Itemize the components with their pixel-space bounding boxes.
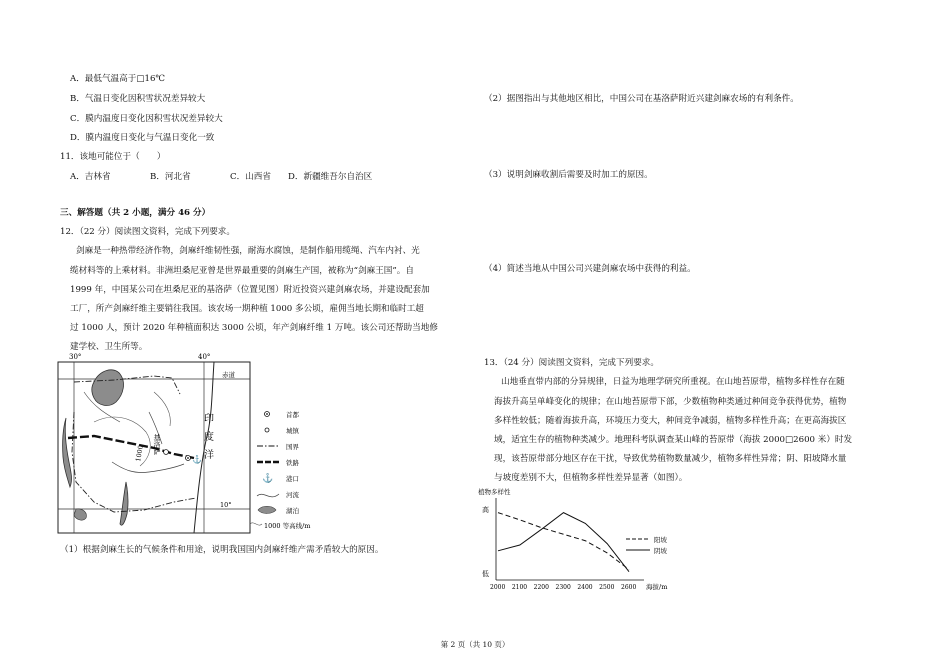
chart-x-tick-label: 2500 <box>599 584 615 591</box>
q12-sub2: （2）据图指出与其他地区相比，中国公司在基洛萨附近兴建剑麻农场的有利条件。 <box>484 94 799 104</box>
q13-text-line: 与坡度差别不大，但植物多样性差异显著（如图）。 <box>494 473 688 483</box>
legend-railway-label: 铁路 <box>286 459 299 467</box>
lat-10-label: 10° <box>220 501 232 509</box>
q13-text-line: 山地垂直带内部的分异规律，日益为地理学研究所重视。在山地苔原带，植物多样性存在随 <box>501 377 845 387</box>
legend-lake-label: 湖泊 <box>286 507 299 515</box>
legend-contour-icon <box>250 523 262 525</box>
q12-sub4: （4）简述当地从中国公司兴建剑麻农场中获得的利益。 <box>484 264 696 274</box>
port-anchor-icon: ⚓ <box>192 455 202 464</box>
q11-option-d: D．新疆维吾尔自治区 <box>288 172 373 182</box>
legend-lake-icon <box>258 506 276 513</box>
legend-border-label: 国界 <box>286 443 299 451</box>
q13-stem: 13．（24 分）阅读图文资料，完成下列要求。 <box>484 358 659 368</box>
section-3-heading: 三、解答题（共 2 小题，满分 46 分） <box>60 208 211 218</box>
chart-x-tick-label: 2100 <box>511 584 528 591</box>
series-line-sunny-slope <box>498 513 629 570</box>
legend-capital-dot <box>266 413 268 415</box>
chart-x-axis-label: 海拔/m <box>646 583 668 591</box>
chart-x-tick-label: 2000 <box>490 584 506 591</box>
q13-text-line: 域，适宜生存的植物种类减少。地理科考队调查某山峰的苔原带（海拔 2000□2600 米）时发 <box>494 435 853 445</box>
kilosa-map <box>54 352 329 537</box>
q10-option-b: B．气温日变化因积雪状况差异较大 <box>70 94 206 104</box>
q11-options <box>70 172 372 182</box>
q10-option-a: A．最低气温高于□16℃ <box>70 74 166 84</box>
equator-label: 赤道 <box>222 371 235 379</box>
q11-stem: 11．该地可能位于（ ） <box>60 152 166 162</box>
ocean-label-1: 印 <box>204 414 214 425</box>
legend-town-label: 城镇 <box>286 427 299 435</box>
q12-text-line: 剑麻是一种热带经济作物，剑麻纤维韧性强，耐海水腐蚀，是制作船用缆绳、汽车内衬、光 <box>76 246 420 256</box>
q12-text-line: 建学校、卫生所等。 <box>70 342 148 352</box>
chart-y-axis-label: 植物多样性 <box>478 488 511 496</box>
chart-x-tick-label: 2600 <box>621 584 637 591</box>
railway <box>68 436 194 458</box>
lake-small <box>74 509 86 520</box>
q12-stem: 12．（22 分）阅读图文资料，完成下列要求。 <box>60 227 235 237</box>
legend-sunny-slope-label: 阳坡 <box>654 536 667 544</box>
legend-river-icon <box>257 494 279 497</box>
plant-diversity-chart <box>474 484 694 594</box>
q12-text-line: 缆材料等的上乘材料。非洲坦桑尼亚曾是世界最重要的剑麻生产国，被称为“剑麻王国”。自 <box>70 266 414 276</box>
kilosa-town-marker <box>164 450 169 455</box>
legend-river-label: 河流 <box>286 491 299 499</box>
q12-text-line: 1999 年，中国某公司在坦桑尼亚的基洛萨（位置见图）附近投资兴建剑麻农场，并建设配套加 <box>70 285 430 295</box>
river <box>112 462 184 473</box>
chart-y-tick-high: 高 <box>482 506 489 514</box>
q12-sub1: （1）根据剑麻生长的气候条件和用途，说明我国国内剑麻纤维产需矛盾较大的原因。 <box>60 545 384 555</box>
legend-port-icon: ⚓ <box>262 474 274 484</box>
map-legend <box>250 410 310 530</box>
ocean-label-2: 度 <box>204 432 214 443</box>
legend-capital-label: 首都 <box>286 411 299 419</box>
q13-text-line: 海拔升高呈单峰变化的规律；在山地苔原带下部，少数植物种类通过种间竞争获得优势，植物 <box>494 397 847 407</box>
legend-shady-slope-label: 阴坡 <box>654 547 667 555</box>
legend-contour-label: 1000 等高线/m <box>264 522 311 530</box>
legend-port-label: 港口 <box>286 475 299 483</box>
capital-marker-dot <box>187 457 189 459</box>
lake-victoria <box>92 370 124 406</box>
q11-option-c: C．山西省 <box>230 172 271 182</box>
chart-x-tick-label: 2200 <box>533 584 549 591</box>
lon-40-label: 40° <box>198 353 211 361</box>
q12-sub3: （3）说明剑麻收割后需要及时加工的原因。 <box>484 170 653 180</box>
q10-option-c: C．膜内温度日变化因积雪状况差异较大 <box>70 114 223 124</box>
q10-option-d: D．膜内温度日变化与气温日变化一致 <box>70 133 215 143</box>
page-footer: 第 2 页（共 10 页） <box>440 640 510 649</box>
lake-malawi <box>120 482 128 525</box>
series-line-shady-slope <box>498 513 629 572</box>
q11-option-a: A．吉林省 <box>70 172 111 182</box>
q12-text-line: 过 1000 人，预计 2020 年种植面积达 3000 公顷，年产剑麻纤维 1 万吨。该公司还帮助当地修 <box>70 323 438 333</box>
contour-value-label: 1000 <box>134 444 145 463</box>
ocean-label-3: 洋 <box>204 450 214 461</box>
chart-x-tick-label: 2400 <box>577 584 593 591</box>
q13-text-line: 多样性较低；随着海拔升高，环境压力变大，种间竞争减弱，植物多样性升高；在更高海拔区 <box>494 416 847 426</box>
kilosa-label: 基洛萨 <box>153 434 161 455</box>
contour-line <box>154 392 170 426</box>
chart-x-tick-label: 2300 <box>555 584 571 591</box>
chart-y-tick-low: 低 <box>482 570 489 578</box>
q13-text-line: 现，该苔原带部分地区存在干扰，导致优势植物数量减少，植物多样性异常；阴、阳坡降水量 <box>494 454 847 464</box>
q11-option-b: B．河北省 <box>150 172 191 182</box>
q12-text-line: 工厂，所产剑麻纤维主要销往我国。该农场一期种植 1000 多公顷，雇佣当地长期和临时工超 <box>70 304 424 314</box>
lon-30-label: 30° <box>69 353 82 361</box>
lake-tanganyika <box>63 418 72 487</box>
legend-town-icon <box>265 428 269 432</box>
